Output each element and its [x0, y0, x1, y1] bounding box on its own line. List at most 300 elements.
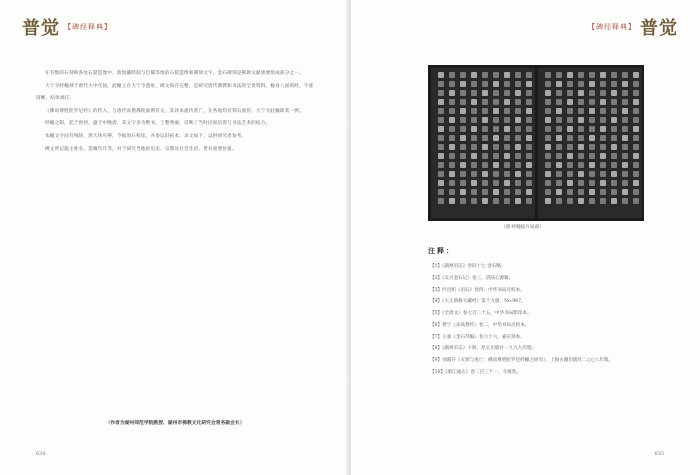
rubbing-glyph — [460, 108, 466, 114]
right-page — [351, 0, 700, 475]
rubbing-glyph — [526, 81, 532, 87]
rubbing-glyph — [578, 162, 584, 168]
rubbing-glyph — [460, 198, 466, 204]
rubbing-glyph — [526, 144, 532, 150]
rubbing-glyph — [589, 126, 595, 132]
rubbing-glyph — [493, 117, 499, 123]
rubbing-glyph — [449, 108, 455, 114]
rubbing-glyph — [600, 162, 606, 168]
rubbing-glyph — [482, 153, 488, 159]
rubbing-glyph — [556, 126, 562, 132]
rubbing-column — [565, 72, 574, 212]
rubbing-glyph — [622, 180, 628, 186]
note-item: 【4】《大正新修大藏经》第十九册，No.967。 — [430, 299, 526, 305]
rubbing-glyph — [556, 144, 562, 150]
rubbing-glyph — [471, 162, 477, 168]
rubbing-column — [543, 72, 552, 212]
rubbing-glyph — [633, 171, 639, 177]
rubbing-glyph — [482, 171, 488, 177]
rubbing-glyph — [567, 108, 573, 114]
rubbing-glyph — [504, 153, 510, 159]
rubbing-glyph — [589, 117, 595, 123]
rubbing-glyph — [622, 189, 628, 195]
rubbing-glyph — [600, 117, 606, 123]
rubbing-glyph — [578, 189, 584, 195]
paragraph: 经幢之制，起于唐初，盛于中晚唐，其文字多为楷书，工整秀丽，反映了当时民间信仰与书法艺术的结合。 — [45, 121, 271, 127]
left-header — [22, 14, 116, 40]
left-body-text — [36, 68, 314, 156]
rubbing-glyph — [482, 81, 488, 87]
rubbing-glyph — [567, 72, 573, 78]
rubbing-glyph — [493, 162, 499, 168]
rubbing-glyph — [567, 81, 573, 87]
rubbing-glyph — [438, 72, 444, 78]
rubbing-glyph — [482, 135, 488, 141]
rubbing-column — [598, 72, 607, 212]
rubbing-glyph — [600, 90, 606, 96]
paragraph: 大宁寺经幢刻于唐代大中年间，此幢立在大宁寺遗址，碑文保存完整，是研究唐代佛教和书法的宝贵资料。幢身八面刻经，字迹清晰，结体端庄。 — [36, 83, 314, 102]
rubbing-panel-right — [538, 68, 642, 218]
rubbing-glyph — [611, 99, 617, 105]
rubbing-glyph — [567, 99, 573, 105]
rubbing-glyph — [482, 189, 488, 195]
rubbing-glyph — [589, 72, 595, 78]
rubbing-glyph — [438, 144, 444, 150]
rubbing-glyph — [611, 108, 617, 114]
rubbing-glyph — [567, 117, 573, 123]
rubbing-glyph — [633, 90, 639, 96]
rubbing-glyph — [493, 135, 499, 141]
rubbing-glyph — [556, 99, 562, 105]
rubbing-glyph — [633, 99, 639, 105]
rubbing-glyph — [611, 189, 617, 195]
rubbing-glyph — [578, 99, 584, 105]
paragraph: 在有数的石刻和各处石窟造像中，敦煌藏经洞与巴蜀等地的石窟造像和碑刻文字，金石碑刻是佛教文献重要组成部分之一。 — [45, 71, 304, 76]
rubbing-glyph — [578, 180, 584, 186]
rubbing-glyph — [449, 135, 455, 141]
rubbing-glyph — [600, 189, 606, 195]
rubbing-glyph — [438, 81, 444, 87]
rubbing-glyph — [438, 135, 444, 141]
rubbing-glyph — [526, 153, 532, 159]
rubbing-glyph — [438, 180, 444, 186]
rubbing-glyph — [545, 72, 551, 78]
rubbing-glyph — [504, 180, 510, 186]
rubbing-glyph — [438, 126, 444, 132]
rubbing-glyph — [622, 144, 628, 150]
rubbing-glyph — [567, 198, 573, 204]
rubbing-glyph — [633, 108, 639, 114]
rubbing-glyph — [567, 126, 573, 132]
rubbing-glyph — [482, 162, 488, 168]
author-signature: （作者为湖州师范学院教授、湖州市佛教文化研究会常务副会长） — [105, 420, 245, 426]
rubbing-glyph — [545, 153, 551, 159]
rubbing-glyph — [578, 135, 584, 141]
rubbing-glyph — [600, 198, 606, 204]
rubbing-glyph — [556, 162, 562, 168]
rubbing-glyph — [600, 81, 606, 87]
rubbing-glyph — [578, 126, 584, 132]
rubbing-glyph — [471, 81, 477, 87]
rubbing-glyph — [504, 126, 510, 132]
rubbing-glyph — [438, 171, 444, 177]
rubbing-glyph — [504, 162, 510, 168]
rubbing-glyph — [622, 81, 628, 87]
rubbing-column — [480, 72, 489, 212]
rubbing-glyph — [515, 108, 521, 114]
rubbing-glyph — [504, 90, 510, 96]
rubbing-glyph — [471, 99, 477, 105]
rubbing-glyph — [589, 189, 595, 195]
image-caption: （唐·经幢拓片局部） — [501, 225, 544, 230]
rubbing-glyph — [449, 99, 455, 105]
rubbing-glyph — [545, 135, 551, 141]
rubbing-glyph — [567, 180, 573, 186]
note-item: 【6】赞宁《宋高僧传》卷二，中华书局点校本。 — [430, 322, 530, 328]
rubbing-glyph — [622, 72, 628, 78]
left-page — [0, 0, 349, 475]
rubbing-glyph — [515, 99, 521, 105]
rubbing-glyph — [493, 180, 499, 186]
rubbing-glyph — [438, 162, 444, 168]
rubbing-glyph — [482, 99, 488, 105]
rubbing-glyph — [471, 180, 477, 186]
rubbing-glyph — [622, 162, 628, 168]
rubbing-glyph — [460, 99, 466, 105]
rubbing-glyph — [526, 135, 532, 141]
rubbing-glyph — [589, 153, 595, 159]
rubbing-glyph — [449, 72, 455, 78]
rubbing-glyph — [526, 72, 532, 78]
rubbing-glyph — [556, 180, 562, 186]
rubbing-glyph — [460, 81, 466, 87]
rubbing-glyph — [515, 189, 521, 195]
rubbing-glyph — [526, 162, 532, 168]
rubbing-glyph — [460, 189, 466, 195]
rubbing-glyph — [567, 135, 573, 141]
rubbing-glyph — [515, 198, 521, 204]
rubbing-glyph — [515, 153, 521, 159]
rubbing-glyph — [578, 108, 584, 114]
rubbing-glyph — [622, 126, 628, 132]
rubbing-column — [436, 72, 445, 212]
rubbing-glyph — [449, 189, 455, 195]
rubbing-glyph — [622, 99, 628, 105]
rubbing-glyph — [482, 90, 488, 96]
note-item: 【7】王昶《金石萃编》卷六十六，嘉庆刻本。 — [430, 334, 525, 340]
rubbing-glyph — [611, 153, 617, 159]
rubbing-glyph — [526, 99, 532, 105]
rubbing-glyph — [611, 90, 617, 96]
rubbing-glyph — [633, 153, 639, 159]
rubbing-glyph — [622, 108, 628, 114]
rubbing-glyph — [460, 180, 466, 186]
notes-list — [430, 262, 662, 380]
rubbing-glyph — [526, 108, 532, 114]
rubbing-glyph — [471, 117, 477, 123]
rubbing-glyph — [589, 198, 595, 204]
rubbing-glyph — [515, 180, 521, 186]
rubbing-glyph — [493, 126, 499, 132]
rubbing-column — [576, 72, 585, 212]
rubbing-column — [469, 72, 478, 212]
note-item: 【2】《吴兴金石记》卷三，清陆心源辑。 — [430, 275, 514, 281]
rubbing-column — [502, 72, 511, 212]
rubbing-glyph — [567, 153, 573, 159]
rubbing-glyph — [449, 90, 455, 96]
rubbing-glyph — [449, 162, 455, 168]
rubbing-column — [513, 72, 522, 212]
rubbing-glyph — [556, 117, 562, 123]
left-section-tag: 【碑经释典】 — [64, 23, 112, 31]
rubbing-glyph — [611, 180, 617, 186]
rubbing-column — [587, 72, 596, 212]
rubbing-glyph — [482, 144, 488, 150]
rubbing-glyph — [600, 72, 606, 78]
rubbing-glyph — [526, 189, 532, 195]
rubbing-glyph — [633, 81, 639, 87]
rubbing-glyph — [633, 117, 639, 123]
rubbing-glyph — [589, 99, 595, 105]
note-item: 【9】刘淑芬《灭罪与度亡：佛顶尊胜陀罗尼经幢之研究》，上海古籍出版社二○○八年版。 — [430, 358, 614, 364]
rubbing-glyph — [545, 117, 551, 123]
rubbing-glyph — [482, 117, 488, 123]
rubbing-glyph — [471, 171, 477, 177]
rubbing-glyph — [526, 171, 532, 177]
rubbing-glyph — [589, 81, 595, 87]
rubbing-glyph — [460, 153, 466, 159]
rubbing-glyph — [545, 126, 551, 132]
rubbing-glyph — [515, 81, 521, 87]
paragraph: 碑文所记施主姓名、造幢年月等，对于研究当地的历史、宗教及社会生活，皆有重要价值。 — [45, 146, 237, 152]
rubbing-glyph — [567, 90, 573, 96]
rubbing-glyph — [493, 81, 499, 87]
rubbing-column — [609, 72, 618, 212]
rubbing-glyph — [526, 117, 532, 123]
rubbing-glyph — [578, 72, 584, 78]
rubbing-glyph — [600, 153, 606, 159]
rubbing-glyph — [633, 135, 639, 141]
right-header — [584, 14, 678, 40]
rubbing-glyph — [460, 144, 466, 150]
left-page-number: 634 — [36, 451, 46, 457]
rubbing-glyph — [460, 135, 466, 141]
rubbing-glyph — [600, 108, 606, 114]
rubbing-glyph — [611, 81, 617, 87]
rubbing-glyph — [545, 189, 551, 195]
rubbing-glyph — [545, 162, 551, 168]
rubbing-glyph — [449, 81, 455, 87]
rubbing-glyph — [556, 108, 562, 114]
rubbing-glyph — [449, 144, 455, 150]
rubbing-glyph — [556, 72, 562, 78]
rubbing-glyph — [438, 90, 444, 96]
rubbing-column — [524, 72, 533, 212]
note-item: 【3】叶昌炽《语石》卷四，中华书局点校本。 — [430, 287, 525, 293]
rubbing-glyph — [471, 189, 477, 195]
rubbing-glyph — [493, 189, 499, 195]
rubbing-glyph — [633, 189, 639, 195]
rubbing-glyph — [611, 144, 617, 150]
rubbing-glyph — [545, 99, 551, 105]
rubbing-column — [620, 72, 629, 212]
rubbing-glyph — [600, 180, 606, 186]
rubbing-glyph — [438, 198, 444, 204]
rubbing-glyph — [589, 144, 595, 150]
rubbing-column — [631, 72, 640, 212]
note-item: 【5】《全唐文》卷七百二十五，中华书局影印本。 — [430, 311, 532, 317]
rubbing-glyph — [449, 180, 455, 186]
rubbing-glyph — [600, 171, 606, 177]
rubbing-glyph — [471, 153, 477, 159]
rubbing-glyph — [611, 135, 617, 141]
rubbing-glyph — [493, 144, 499, 150]
rubbing-glyph — [622, 117, 628, 123]
rubbing-glyph — [567, 144, 573, 150]
rubbing-glyph — [545, 198, 551, 204]
rubbing-glyph — [515, 144, 521, 150]
rubbing-glyph — [589, 90, 595, 96]
rubbing-glyph — [449, 153, 455, 159]
rubbing-glyph — [526, 198, 532, 204]
rubbing-glyph — [482, 72, 488, 78]
rubbing-glyph — [622, 171, 628, 177]
rubbing-glyph — [545, 180, 551, 186]
rubbing-glyph — [482, 198, 488, 204]
rubbing-glyph — [504, 99, 510, 105]
rubbing-glyph — [633, 144, 639, 150]
rubbing-glyph — [600, 126, 606, 132]
rubbing-glyph — [449, 198, 455, 204]
rubbing-glyph — [622, 153, 628, 159]
right-logo: 普觉 — [640, 18, 678, 39]
rubbing-glyph — [600, 135, 606, 141]
rubbing-glyph — [545, 81, 551, 87]
rubbing-glyph — [515, 162, 521, 168]
rubbing-glyph — [515, 117, 521, 123]
rubbing-glyph — [567, 189, 573, 195]
rubbing-glyph — [504, 108, 510, 114]
rubbing-glyph — [567, 171, 573, 177]
rubbing-glyph — [611, 126, 617, 132]
rubbing-glyph — [515, 135, 521, 141]
rubbing-glyph — [633, 126, 639, 132]
rubbing-glyph — [556, 153, 562, 159]
rubbing-glyph — [526, 180, 532, 186]
rubbing-glyph — [526, 126, 532, 132]
rubbing-glyph — [460, 126, 466, 132]
rubbing-glyph — [504, 72, 510, 78]
rubbing-glyph — [556, 90, 562, 96]
rubbing-glyph — [589, 180, 595, 186]
rubbing-glyph — [589, 171, 595, 177]
rubbing-glyph — [545, 108, 551, 114]
rubbing-glyph — [460, 72, 466, 78]
note-item: 【8】《湖州市志》下册，昆仑出版社一九九九年版。 — [430, 346, 537, 352]
rubbing-glyph — [633, 162, 639, 168]
rubbing-glyph — [471, 108, 477, 114]
rubbing-glyph — [633, 72, 639, 78]
rubbing-glyph — [460, 90, 466, 96]
rubbing-glyph — [589, 135, 595, 141]
rubbing-glyph — [578, 198, 584, 204]
right-page-number: 635 — [654, 451, 664, 457]
rubbing-column — [554, 72, 563, 212]
rubbing-glyph — [556, 189, 562, 195]
stele-rubbing-image — [428, 65, 644, 221]
rubbing-column — [491, 72, 500, 212]
rubbing-glyph — [515, 90, 521, 96]
rubbing-glyph — [589, 162, 595, 168]
rubbing-glyph — [545, 171, 551, 177]
rubbing-glyph — [515, 72, 521, 78]
rubbing-glyph — [589, 108, 595, 114]
note-item: 【1】《湖州府志》卷四十七·金石略。 — [430, 264, 506, 269]
rubbing-glyph — [460, 162, 466, 168]
rubbing-glyph — [578, 90, 584, 96]
note-item: 【10】《浙江通志》卷二百三十一，寺观类。 — [430, 370, 521, 376]
rubbing-glyph — [449, 126, 455, 132]
rubbing-glyph — [504, 81, 510, 87]
rubbing-glyph — [493, 153, 499, 159]
rubbing-glyph — [438, 108, 444, 114]
rubbing-glyph — [526, 90, 532, 96]
rubbing-glyph — [493, 99, 499, 105]
rubbing-glyph — [600, 144, 606, 150]
rubbing-glyph — [471, 144, 477, 150]
rubbing-glyph — [504, 117, 510, 123]
rubbing-glyph — [493, 108, 499, 114]
rubbing-glyph — [611, 72, 617, 78]
rubbing-glyph — [611, 171, 617, 177]
notes-title: 注释： — [428, 246, 455, 255]
rubbing-glyph — [438, 99, 444, 105]
rubbing-glyph — [545, 90, 551, 96]
rubbing-glyph — [471, 198, 477, 204]
rubbing-glyph — [504, 144, 510, 150]
rubbing-glyph — [438, 189, 444, 195]
rubbing-glyph — [633, 180, 639, 186]
rubbing-glyph — [493, 198, 499, 204]
rubbing-glyph — [493, 171, 499, 177]
rubbing-glyph — [633, 198, 639, 204]
rubbing-glyph — [493, 72, 499, 78]
rubbing-column — [447, 72, 456, 212]
rubbing-glyph — [460, 117, 466, 123]
rubbing-glyph — [449, 171, 455, 177]
rubbing-glyph — [504, 189, 510, 195]
rubbing-glyph — [471, 72, 477, 78]
rubbing-glyph — [449, 117, 455, 123]
rubbing-glyph — [482, 126, 488, 132]
rubbing-glyph — [600, 99, 606, 105]
rubbing-glyph — [471, 90, 477, 96]
rubbing-glyph — [504, 198, 510, 204]
left-logo: 普觉 — [22, 18, 60, 39]
rubbing-glyph — [515, 126, 521, 132]
rubbing-glyph — [556, 81, 562, 87]
rubbing-glyph — [482, 108, 488, 114]
rubbing-glyph — [611, 198, 617, 204]
rubbing-glyph — [611, 162, 617, 168]
rubbing-glyph — [504, 171, 510, 177]
rubbing-glyph — [556, 171, 562, 177]
rubbing-glyph — [504, 135, 510, 141]
right-section-tag: 【碑经释典】 — [588, 23, 636, 31]
rubbing-glyph — [578, 153, 584, 159]
rubbing-glyph — [460, 171, 466, 177]
rubbing-glyph — [438, 117, 444, 123]
